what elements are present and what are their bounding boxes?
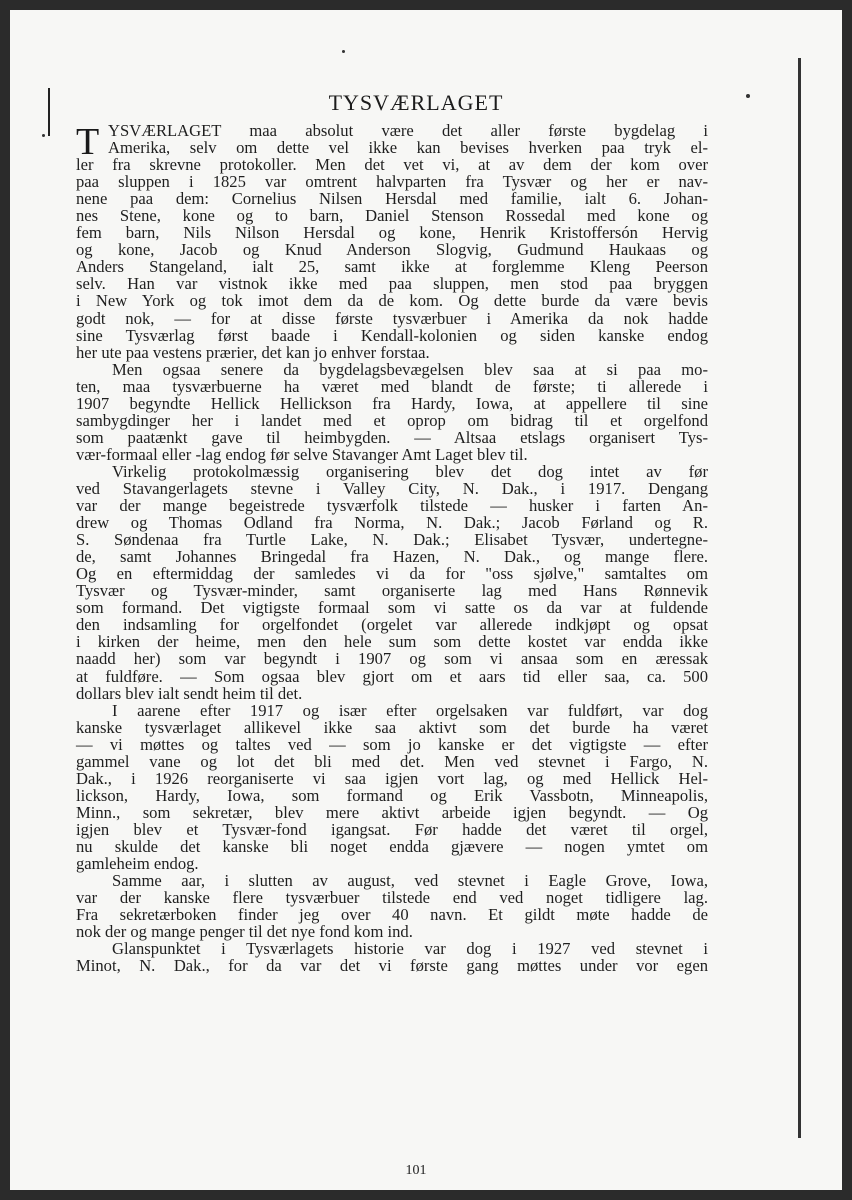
document-page bbox=[10, 10, 842, 1190]
speck bbox=[342, 50, 345, 53]
text-line: Amerika, selv om dette vel ikke kan bevises hverken paa tryk el- bbox=[108, 138, 708, 158]
text-line: I aarene efter 1917 og især efter orgelsaken var fuldført, var dog bbox=[112, 700, 708, 720]
article-body bbox=[76, 122, 708, 974]
text-line: nes Stene, kone og to barn, Daniel Stenson Rossedal med kone og bbox=[76, 206, 708, 226]
text-line: 1907 begyndte Hellick Hellickson fra Hardy, Iowa, at appellere til sine bbox=[76, 393, 708, 413]
text-line: som paatænkt gave til heimbygden. — Altsaa etslags organisert Tys- bbox=[76, 427, 708, 447]
text-line: ved Stavangerlagets stevne i Valley City, N. Dak., i 1917. Dengang bbox=[76, 478, 708, 498]
text-line: i New York og tok imot dem da de kom. Og dette burde da være bevis bbox=[76, 291, 708, 311]
text-line: Dak., i 1926 reorganiserte vi saa igjen vort lag, og med Hellick Hel- bbox=[76, 768, 708, 788]
text-line: ler fra skrevne protokoller. Men det vet vi, at av dem der kom over bbox=[76, 155, 708, 175]
text-line: — vi møttes og taltes ved — som jo kanske er det vigtigste — efter bbox=[76, 734, 708, 754]
text-line: naadd her) som var begyndt i 1907 og som vi ansaa som en æressak bbox=[76, 649, 708, 669]
text-line: YSVÆRLAGET maa absolut være det aller første bygdelag i bbox=[108, 121, 708, 140]
text-line: Glanspunktet i Tysværlagets historie var dog i 1927 ved stevnet i bbox=[112, 939, 708, 959]
text-line: ten, maa tysværbuerne ha været med blandt de første; ti allerede i bbox=[76, 376, 708, 396]
text-line: var der kanske flere tysværbuer tilstede end ved noget tidligere lag. bbox=[76, 888, 708, 908]
text-line: Minot, N. Dak., for da var det vi første gang møttes under vor egen bbox=[76, 956, 708, 976]
text-line: lickson, Hardy, Iowa, som formand og Erik Vassbotn, Minneapolis, bbox=[76, 785, 708, 805]
text-line: nok der og mange penger til det nye fond kom ind. bbox=[76, 922, 413, 942]
text-line: her ute paa vestens prærier, det kan jo enhver forstaa. bbox=[76, 342, 430, 362]
text-line: Tysvær og Tysvær-minder, samt organiserte lag med Hans Rønnevik bbox=[76, 581, 708, 601]
text-line: Minn., som sekretær, blev mere aktivt arbeide igjen begyndt. — Og bbox=[76, 802, 708, 822]
page-title: TYSVÆRLAGET bbox=[328, 90, 504, 115]
text-line: i kirken der heime, men den hele sum som dette kostet var endda ikke bbox=[76, 632, 708, 652]
text-line: Og en eftermiddag der samledes vi da for "oss sjølve," samtaltes om bbox=[76, 564, 708, 584]
text-line: paa sluppen i 1825 var omtrent halvparten fra Tysvær og her er nav- bbox=[76, 172, 708, 192]
text-line: den indsamling for orgelfondet (orgelet var allerede indkjøpt og opsat bbox=[76, 615, 708, 635]
text-line: kanske tysværlaget allikevel ikke saa aktivt som det burde ha været bbox=[76, 717, 708, 737]
text-line: gammel vane og lot det bli med det. Men ved stevnet i Fargo, N. bbox=[76, 751, 708, 771]
text-line: som formand. Det vigtigste formaal som vi satte os da var at fuldende bbox=[76, 598, 708, 618]
text-line: S. Søndenaa fra Turtle Lake, N. Dak.; Elisabet Tysvær, undertegne- bbox=[76, 530, 708, 550]
text-line: selv. Han var vistnok ikke med paa sluppen, men stod paa bryggen bbox=[76, 274, 708, 294]
text-line: gamleheim endog. bbox=[76, 854, 199, 874]
text-line: dollars blev ialt sendt heim til det. bbox=[76, 683, 303, 703]
text-line: Samme aar, i slutten av august, ved stevnet i Eagle Grove, Iowa, bbox=[112, 871, 708, 891]
text-line: fem barn, Nils Nilson Hersdal og kone, Henrik Kristoffersón Hervig bbox=[76, 223, 708, 243]
drop-cap: T bbox=[76, 121, 100, 163]
text-line: drew og Thomas Odland fra Norma, N. Dak.; Jacob Førland og R. bbox=[76, 513, 708, 533]
text-line: var der mange begeistrede tysværfolk tilstede — husker i farten An- bbox=[76, 496, 708, 516]
text-line: Virkelig protokolmæssig organisering blev det dog intet av før bbox=[112, 461, 708, 481]
text-line: sambygdinger her i landet med et oprop om bidrag til et orgelfond bbox=[76, 410, 708, 430]
text-line: godt nok, — for at disse første tysværbuer i Amerika da nok hadde bbox=[76, 308, 708, 328]
text-line: vær-formaal eller -lag endog før selve Stavanger Amt Laget blev til. bbox=[76, 444, 528, 464]
text-line: at fuldføre. — Som ogsaa blev gjort om et aars tid eller saa, ca. 500 bbox=[76, 666, 708, 686]
text-line: og kone, Jacob og Knud Anderson Slogvig, Gudmund Haukaas og bbox=[76, 240, 708, 260]
right-margin-rule bbox=[798, 58, 801, 1138]
text-line: sine Tysværlag først baade i Kendall-kolonien og siden kanske endog bbox=[76, 325, 708, 345]
text-line: Men ogsaa senere da bygdelagsbevægelsen blev saa at si paa mo- bbox=[112, 359, 708, 379]
text-line: Fra sekretærboken finder jeg over 40 navn. Et gildt møte hadde de bbox=[76, 905, 708, 925]
text-line: igjen blev et Tysvær-fond igangsat. Før hadde det været til orgel, bbox=[76, 819, 708, 839]
speck bbox=[42, 134, 45, 137]
text-line: nu skulde det kanske bli noget endda gjævere — nogen ymtet om bbox=[76, 836, 708, 856]
text-line: Anders Stangeland, ialt 25, samt ikke at forglemme Kleng Peerson bbox=[76, 257, 708, 277]
text-line: de, samt Johannes Bringedal fra Hazen, N. Dak., og mange flere. bbox=[76, 547, 708, 567]
text-line: nene paa dem: Cornelius Nilsen Hersdal med familie, ialt 6. Johan- bbox=[76, 189, 708, 209]
page-number: 101 bbox=[405, 1163, 427, 1178]
